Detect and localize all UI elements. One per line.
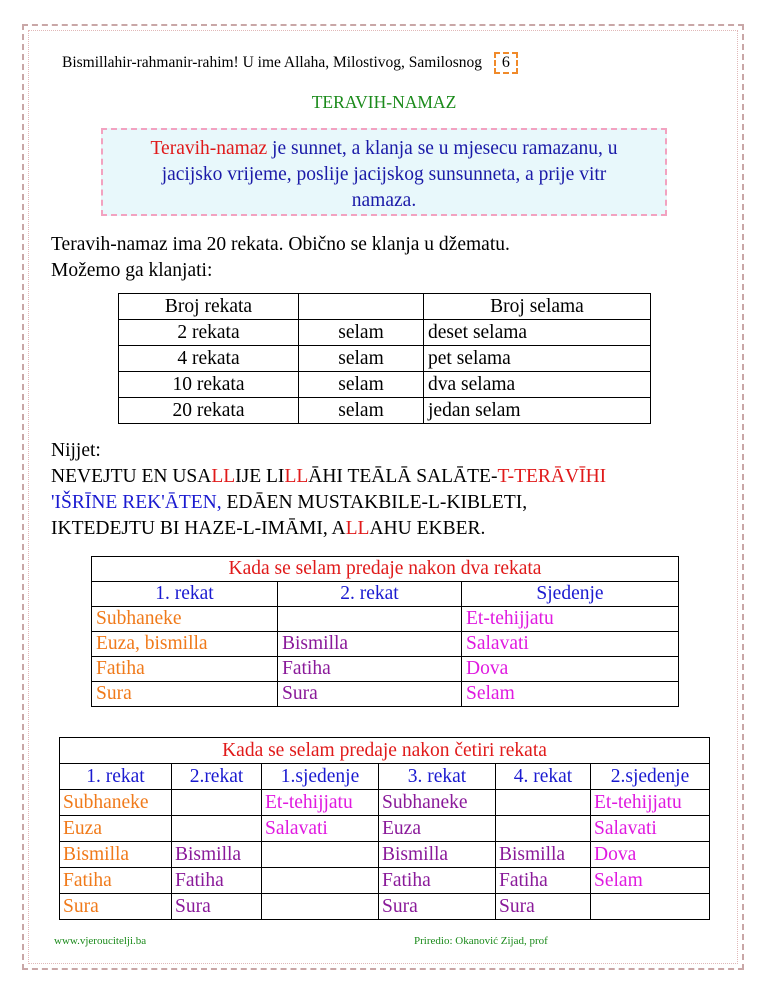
table-row: [119, 294, 651, 320]
nijjet-part: NEVEJTU EN USA: [51, 466, 212, 487]
table-header: 1.sjedenje: [262, 764, 379, 790]
para-line1: Teravih-namaz ima 20 rekata. Obično se klanja u džematu.: [51, 234, 510, 255]
table-cell: [496, 816, 591, 842]
table-cell: Bismilla: [172, 842, 262, 868]
table-cell: selam: [299, 320, 424, 346]
table-header: 2.sjedenje: [591, 764, 710, 790]
table-cell: Fatiha: [278, 657, 462, 682]
table-cell: Bismilla: [496, 842, 591, 868]
table-cell: jedan selam: [424, 398, 651, 424]
table-caption: Kada se selam predaje nakon dva rekata: [92, 557, 679, 582]
table-cell: Salavati: [462, 632, 679, 657]
table-row: [119, 398, 651, 424]
table-cell: [172, 816, 262, 842]
table-row: [60, 868, 710, 894]
table-row: [60, 842, 710, 868]
table-cell: Fatiha: [92, 657, 278, 682]
table-cell: deset selama: [424, 320, 651, 346]
table-cell: Selam: [591, 868, 710, 894]
table-header: 1. rekat: [92, 582, 278, 607]
table-cell: Euza: [60, 816, 172, 842]
table-cell: Sura: [278, 682, 462, 707]
table-cell: Euza: [379, 816, 496, 842]
intro-line3: namaza.: [351, 190, 417, 211]
table-header: 4. rekat: [496, 764, 591, 790]
table-cell: Salavati: [591, 816, 710, 842]
table-cell: Et-tehijjatu: [462, 607, 679, 632]
table-cell: Sura: [172, 894, 262, 920]
nijjet-part: LL: [284, 466, 309, 487]
page-header: [62, 52, 518, 74]
table-cell: Sura: [379, 894, 496, 920]
table-row: [119, 320, 651, 346]
table-header: 2.rekat: [172, 764, 262, 790]
table-row: [92, 682, 679, 707]
intro-line2: jacijsko vrijeme, poslije jacijskog sunsunneta, a prije vitr: [161, 164, 607, 185]
table-cell: [278, 607, 462, 632]
two-rekat-table: [91, 556, 679, 707]
table-cell: 2 rekata: [119, 320, 299, 346]
table-cell: [262, 842, 379, 868]
table-row: [92, 582, 679, 607]
table-header: 2. rekat: [278, 582, 462, 607]
four-rekat-table: [59, 737, 710, 920]
table-row: [60, 894, 710, 920]
intro-highlight: Teravih-namaz: [150, 138, 268, 159]
intro-box: [101, 128, 667, 216]
table-row: [119, 372, 651, 398]
table-caption: Kada se selam predaje nakon četiri rekata: [60, 738, 710, 764]
table-cell: [496, 790, 591, 816]
nijjet-label: Nijjet:: [51, 440, 101, 461]
table-row: [60, 790, 710, 816]
table-cell: dva selama: [424, 372, 651, 398]
table-cell: Dova: [462, 657, 679, 682]
table-cell: [591, 894, 710, 920]
table-cell: selam: [299, 372, 424, 398]
table-cell: Subhaneke: [60, 790, 172, 816]
table-row: [92, 657, 679, 682]
table-row: [92, 607, 679, 632]
table-row: [119, 346, 651, 372]
table-row: [92, 557, 679, 582]
table-header: [299, 294, 424, 320]
table-row: [60, 764, 710, 790]
nijjet-part: IJE LI: [235, 466, 285, 487]
table-cell: Bismilla: [60, 842, 172, 868]
table-cell: Euza, bismilla: [92, 632, 278, 657]
table-cell: Subhaneke: [92, 607, 278, 632]
footer-author: Priredio: Okanović Zijad, prof: [414, 935, 548, 947]
page-number: 6: [494, 52, 518, 74]
nijjet-part: 'IŠRĪNE REK'ĀTEN,: [51, 492, 222, 513]
table-cell: Fatiha: [379, 868, 496, 894]
table-header: Broj selama: [424, 294, 651, 320]
nijjet-part: ĀHI TEĀLĀ SALĀTE-: [308, 466, 498, 487]
intro-paragraph: [51, 232, 510, 284]
nijjet-part: IKTEDEJTU BI HAZE-L-IMĀMI, A: [51, 518, 346, 539]
nijjet-part: EDĀEN MUSTAKBILE-L-KIBLETI,: [221, 492, 528, 513]
table-cell: Fatiha: [60, 868, 172, 894]
table-header: 3. rekat: [379, 764, 496, 790]
nijjet-part: LL: [211, 466, 236, 487]
table-cell: selam: [299, 398, 424, 424]
table-cell: [172, 790, 262, 816]
nijjet-part: AHU EKBER.: [369, 518, 486, 539]
table-cell: Salavati: [262, 816, 379, 842]
table-cell: Sura: [92, 682, 278, 707]
nijjet-part: LL: [345, 518, 370, 539]
table-header: 1. rekat: [60, 764, 172, 790]
table-cell: 4 rekata: [119, 346, 299, 372]
table-cell: 10 rekata: [119, 372, 299, 398]
table-row: [60, 816, 710, 842]
table-cell: Dova: [591, 842, 710, 868]
table-header: Broj rekata: [119, 294, 299, 320]
table-cell: Subhaneke: [379, 790, 496, 816]
table-cell: selam: [299, 346, 424, 372]
table-cell: Selam: [462, 682, 679, 707]
page-title: TERAVIH-NAMAZ: [311, 92, 457, 112]
table-row: [92, 632, 679, 657]
nijjet-text: [51, 438, 731, 542]
footer-website[interactable]: www.vjeroucitelji.ba: [54, 935, 147, 947]
table-cell: Sura: [496, 894, 591, 920]
header-text: Bismillahir-rahmanir-rahim! U ime Allaha, Milostivog, Samilosnog: [62, 54, 482, 71]
table-cell: Et-tehijjatu: [262, 790, 379, 816]
table-header: Sjedenje: [462, 582, 679, 607]
table-cell: Et-tehijjatu: [591, 790, 710, 816]
para-line2: Možemo ga klanjati:: [51, 260, 213, 281]
table-cell: pet selama: [424, 346, 651, 372]
table-cell: Fatiha: [172, 868, 262, 894]
table-cell: [262, 894, 379, 920]
table-cell: Sura: [60, 894, 172, 920]
table-cell: Bismilla: [278, 632, 462, 657]
nijjet-part: T-TERĀVĪHI: [497, 466, 607, 487]
table-row: [60, 738, 710, 764]
rekat-selam-table: [118, 293, 651, 424]
table-cell: Bismilla: [379, 842, 496, 868]
table-cell: 20 rekata: [119, 398, 299, 424]
table-cell: [262, 868, 379, 894]
intro-line1: je sunnet, a klanja se u mjesecu ramazanu, u: [267, 138, 618, 159]
table-cell: Fatiha: [496, 868, 591, 894]
